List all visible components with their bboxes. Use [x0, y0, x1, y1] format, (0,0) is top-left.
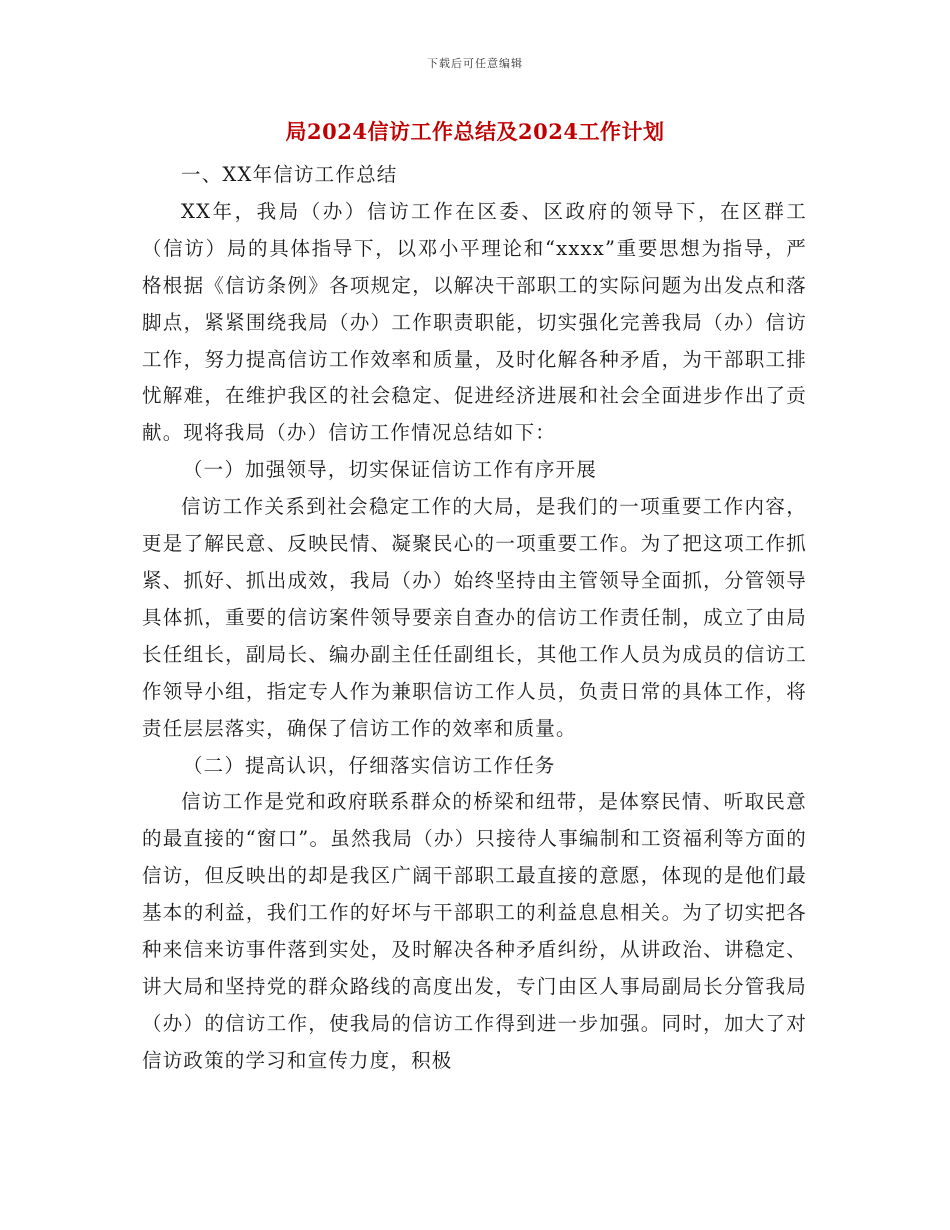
document-title: 局2024信访工作总结及2024工作计划	[285, 119, 665, 144]
document-body	[142, 157, 807, 1080]
paragraph-leadership: 信访工作关系到社会稳定工作的大局，是我们的一项重要工作内容，更是了解民意、反映民情、凝聚民心的一项重要工作。为了把这项工作抓紧、抓好、抓出成效，我局（办）始终坚持由主管领导全面抓，分管领导具体抓，重要的信访案件领导要亲自查办的信访工作责任制，成立了由局长任组长，副局长、编办副主任任副组长，其他工作人员为成员的信访工作领导小组，指定专人作为兼职信访工作人员，负责日常的具体工作，将责任层层落实，确保了信访工作的效率和质量。	[142, 495, 807, 740]
subheading-leadership: （一）加强领导，切实保证信访工作有序开展	[182, 458, 597, 482]
paragraph-awareness: 信访工作是党和政府联系群众的桥梁和纽带，是体察民情、听取民意的最直接的“窗口”。虽然我局（办）只接待人事编制和工资福利等方面的信访，但反映出的却是我区广阔干部职工最直接的意愿，体现的是他们最基本的利益，我们工作的好坏与干部职工的利益息息相关。为了切实把各种来信来访事件落到实处，及时解决各种矛盾纠纷，从讲政治、讲稳定、讲大局和坚持党的群众路线的高度出发，专门由区人事局副局长分管我局（办）的信访工作，使我局的信访工作得到进一步加强。同时，加大了对信访政策的学习和宣传力度，积极	[142, 790, 807, 1072]
subheading-awareness: （二）提高认识，仔细落实信访工作任务	[182, 753, 556, 777]
paragraph-intro: XX年，我局（办）信访工作在区委、区政府的领导下，在区群工（信访）局的具体指导下，以邓小平理论和“xxxx”重要思想为指导，严格根据《信访条例》各项规定，以解决干部职工的实际问题为出发点和落脚点，紧紧围绕我局（办）工作职责职能，切实强化完善我局（办）信访工作，努力提高信访工作效率和质量，及时化解各种矛盾，为干部职工排忧解难，在维护我区的社会稳定、促进经济进展和社会全面进步作出了贡献。现将我局（办）信访工作情况总结如下：	[142, 199, 807, 445]
page-header-note: 下载后可任意编辑	[427, 57, 523, 70]
section-heading-summary: 一、XX年信访工作总结	[181, 163, 398, 186]
